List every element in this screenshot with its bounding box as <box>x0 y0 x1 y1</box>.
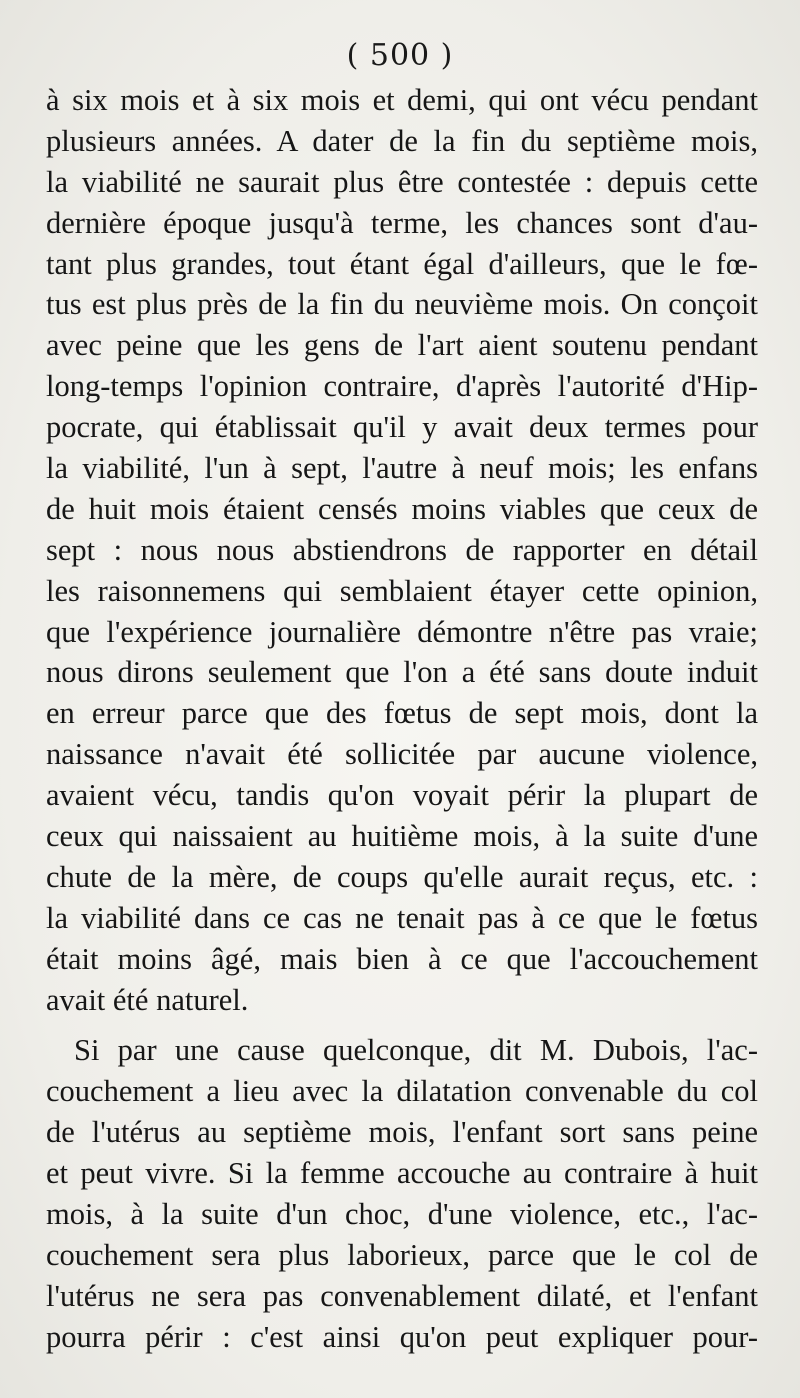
text-line: la viabilité ne saurait plus être contestée : depuis cette <box>46 164 758 199</box>
page-number: ( 500 ) <box>346 38 454 73</box>
text-line: les raisonnemens qui semblaient étayer cette opinion, <box>46 573 758 608</box>
text-line: couchement sera plus laborieux, parce que le col de <box>46 1237 758 1272</box>
text-line: chute de la mère, de coups qu'elle aurait reçus, etc. : <box>46 859 758 894</box>
text-line: de l'utérus au septième mois, l'enfant sort sans peine <box>46 1115 758 1150</box>
text-line: avec peine que les gens de l'art aient soutenu pendant <box>46 328 758 363</box>
text-line: plusieurs années. A dater de la fin du septième mois, <box>46 123 758 158</box>
body-text <box>46 80 758 1358</box>
text-line: la viabilité dans ce cas ne tenait pas à ce que le fœtus <box>46 900 758 935</box>
text-line: long-temps l'opinion contraire, d'après l'autorité d'Hip- <box>46 369 758 404</box>
text-line: avait été naturel. <box>46 982 249 1017</box>
text-line: en erreur parce que des fœtus de sept mois, dont la <box>46 696 758 731</box>
text-line: tus est plus près de la fin du neuvième mois. On conçoit <box>46 287 758 322</box>
text-line: et peut vivre. Si la femme accouche au contraire à huit <box>46 1156 758 1191</box>
text-line: sept : nous nous abstiendrons de rapporter en détail <box>46 532 758 567</box>
text-line: pocrate, qui établissait qu'il y avait deux termes pour <box>46 410 758 445</box>
paragraph-spacer <box>46 1020 758 1030</box>
text-line: naissance n'avait été sollicitée par aucune violence, <box>46 737 758 772</box>
text-line: que l'expérience journalière démontre n'être pas vraie; <box>46 614 758 649</box>
paragraph-1 <box>46 80 758 1020</box>
text-line: pourra périr : c'est ainsi qu'on peut expliquer pour- <box>46 1319 758 1354</box>
text-line: à six mois et à six mois et demi, qui ont vécu pendant <box>46 83 758 117</box>
text-line: Si par une cause quelconque, dit M. Dubois, l'ac- <box>74 1033 758 1068</box>
paragraph-2 <box>46 1030 758 1357</box>
text-line: tant plus grandes, tout étant égal d'ailleurs, que le fœ- <box>46 246 758 281</box>
text-line: ceux qui naissaient au huitième mois, à la suite d'une <box>46 819 758 854</box>
text-line: couchement a lieu avec la dilatation convenable du col <box>46 1074 758 1109</box>
text-line: l'utérus ne sera pas convenablement dilaté, et l'enfant <box>46 1278 758 1313</box>
text-line: mois, à la suite d'un choc, d'une violence, etc., l'ac- <box>46 1197 758 1232</box>
text-line: la viabilité, l'un à sept, l'autre à neuf mois; les enfans <box>46 451 758 486</box>
text-line: nous dirons seulement que l'on a été sans doute induit <box>46 655 758 690</box>
text-line: avaient vécu, tandis qu'on voyait périr la plupart de <box>46 778 758 813</box>
text-line: dernière époque jusqu'à terme, les chances sont d'au- <box>46 205 758 240</box>
text-line: de huit mois étaient censés moins viables que ceux de <box>46 491 758 526</box>
text-line: était moins âgé, mais bien à ce que l'accouchement <box>46 941 758 976</box>
